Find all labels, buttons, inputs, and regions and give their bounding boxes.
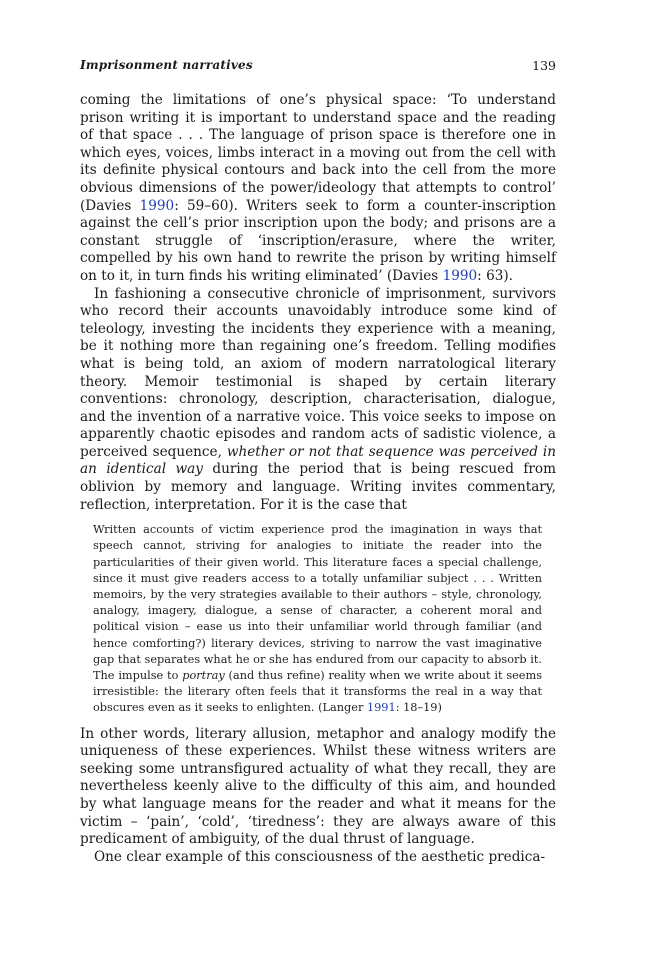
paragraph-text: In fashioning a consecutive chronicle of imprisonment, survivors who record their accounts unavoidably introduce some kind of teleology, investing the incidents they experience with a meaning, be it nothing more than regaining one’s freedom. Telling modifies what is being told, an axiom of modern narratological literary theory. Memoir testimonial is shaped by certain literary conventions: chronology, description, characterisation, dialogue, and the invention of a narrative voice. This voice seeks to impose on apparently chaotic episodes and random acts of sadistic violence, a perceived sequence, (80, 285, 556, 460)
citation-link[interactable]: 1991 (366, 701, 396, 715)
page-header (80, 58, 556, 76)
quote-segment: : 18–19) (395, 701, 442, 715)
citation-link[interactable]: 1990 (442, 267, 478, 284)
block-quote (93, 522, 542, 716)
citation-link[interactable]: 1990 (139, 197, 175, 214)
quote-segment: Written accounts of victim experience prod the imagination in ways that speech cannot, striving for analogies to initiate the reader into the particularities of their given world. This literature faces a special challenge, since it must give readers access to a totally unfamiliar subject . . . Written memoirs, by the very strategies available to their authors – style, chronology, analogy, imagery, dialogue, a sense of character, a coherent moral and political vision – ease us into their unfamiliar world through familiar (and hence comforting?) literary devices, striving to narrow the vast imaginative gap that separates what he or she has endured from our capacity to absorb it. The impulse to (93, 523, 542, 683)
paragraph-text: during the period that is being rescued from oblivion by memory and language. Writing invites commentary, reflection, interpretation. For it is the case that (80, 461, 556, 513)
paragraph-continued (80, 92, 556, 286)
emphasis-text: whether or not that sequence was perceived in an identical way (80, 443, 556, 478)
page-number: 139 (532, 58, 556, 73)
paragraph: One clear example of this consciousness of the aesthetic predica- (94, 848, 546, 865)
paragraph (80, 286, 556, 515)
quote-segment: (and thus refine) reality when we write about it seems irresistible: the literary often feels that it transforms the real in a way that obscures even as it seeks to enlighten. (Langer (93, 669, 542, 715)
emphasis-text: portray (182, 669, 225, 683)
paragraph-text: coming the limitations of one’s physical space: ‘To understand prison writing it is important to understand space and the reading of that space . . . The language of prison space is therefore one in which eyes, voices, limbs interact in a moving out from the cell with its definite physical contours and back into the cell from the more obvious dimensions of the power/ideology that attempts to control’ (Davies (80, 92, 556, 214)
page-body (80, 92, 556, 866)
paragraph-text: : 63). (477, 267, 513, 284)
running-title: Imprisonment narratives (80, 58, 253, 72)
paragraph-text: : 59–60). Writers seek to form a counter-inscription against the cell’s prior inscription upon the body; and prisons are a constant struggle of ‘inscription/erasure, where the writer, compelled by his own hand to rewrite the prison by writing himself on to it, in turn finds his writing eliminated’ (Davies (80, 197, 556, 284)
quote-text (93, 522, 542, 716)
paragraph: In other words, literary allusion, metaphor and analogy modify the uniqueness of these experiences. Whilst these witness writers are seeking some untransfigured actuality of what they recall, they are nevertheless keenly alive to the difficulty of this aim, and hounded by what language means for the reader and what it means for the victim – ‘pain’, ‘cold’, ‘tiredness’: they are always aware of this predicament of ambiguity, of the dual thrust of language. (80, 725, 556, 848)
